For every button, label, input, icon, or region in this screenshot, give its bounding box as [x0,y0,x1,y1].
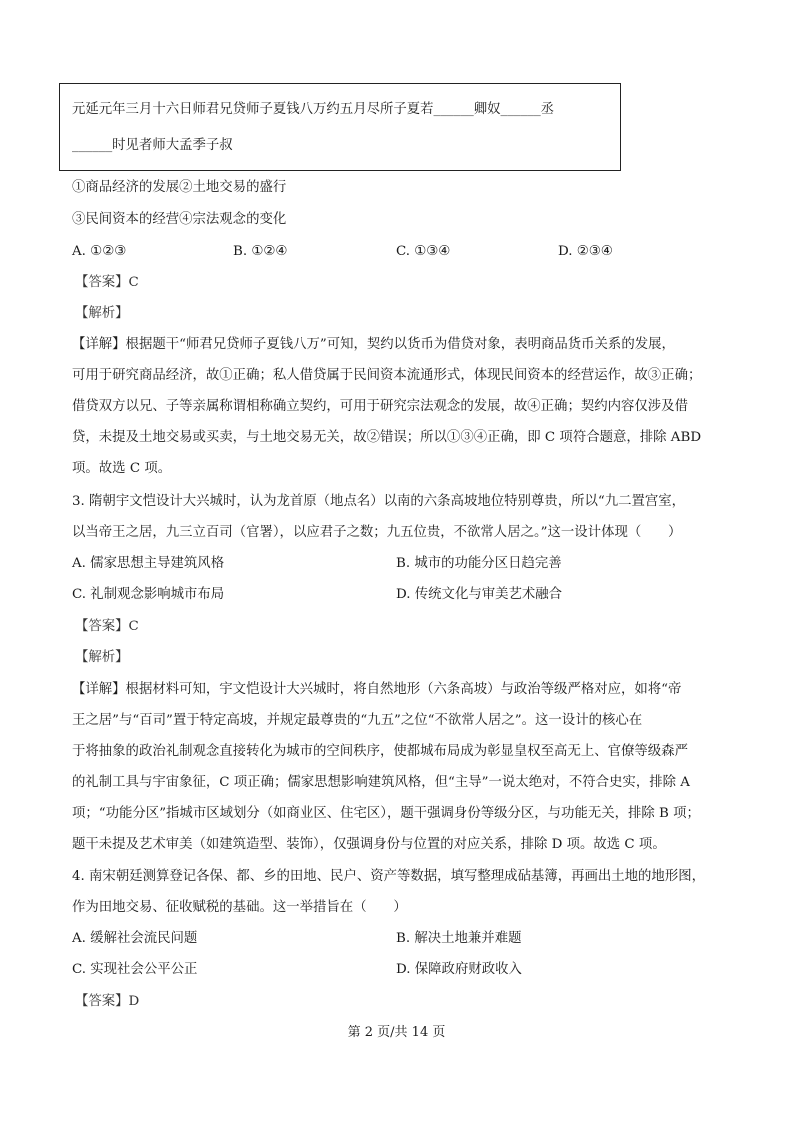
analysis-label: 【解析】 [75,650,129,665]
option-c: C. 礼制观念影响城市布局 [72,587,225,602]
material-line-1: 元延元年三月十六日师君兄贷师子夏钱八万约五月尽所子夏若______卿奴______丞 [72,102,555,117]
analysis-label: 【解析】 [75,306,129,321]
answer-label: 【答案】C [75,275,139,290]
option-a: A. 儒家思想主导建筑风格 [72,556,225,571]
question-stem: 以当帝王之居，九三立百司（官署），以应君子之数；九五位贵，不欲常人居之。”这一设计体现（ ） [72,525,682,540]
answer-label: 【答案】D [75,994,140,1009]
detail-line: 【详解】根据材料可知，宇文恺设计大兴城时，将自然地形（六条高坡）与政治等级严格对应，如将“帝 [72,682,682,697]
material-box [59,83,621,171]
answer-label: 【答案】C [75,619,139,634]
detail-line: 可用于研究商品经济，故①正确；私人借贷属于民间资本流通形式，体现民间资本的经营运作，故③正确； [72,368,702,383]
detail-line: 题干未提及艺术审美（如建筑造型、装饰），仅强调身份与位置的对应关系，排除 D 项。故选 C 项。 [72,837,666,852]
option-d: D. ②③④ [558,244,613,259]
option-b: B. ①②④ [233,244,288,259]
detail-line: 项。故选 C 项。 [72,461,172,476]
statement-line-2: ③民间资本的经营④宗法观念的变化 [72,212,287,227]
option-c: C. ①③④ [396,244,451,259]
detail-line: 【详解】根据题干“师君兄贷师子夏钱八万”可知，契约以货币为借贷对象，表明商品货币关系的发展， [72,337,675,352]
page-footer: 第 2 页/共 14 页 [347,1025,446,1040]
detail-line: 项；“功能分区”指城市区域划分（如商业区、住宅区），题干强调身份等级分区，与功能无关，排除 B 项； [72,806,700,821]
material-line-2: ______时见者师大孟季子叔 [72,138,233,153]
question-stem: 4. 南宋朝廷测算登记各保、都、乡的田地、民户、资产等数据，填写整理成砧基簿，再画出土地的地形图， [72,869,705,884]
detail-line: 的礼制工具与宇宙象征，C 项正确；儒家思想影响建筑风格，但“主导”一说太绝对，不符合史实，排除 A [72,775,690,790]
option-b: B. 城市的功能分区日趋完善 [396,556,562,571]
option-a: A. ①②③ [72,244,127,259]
option-d: D. 传统文化与审美艺术融合 [396,587,563,602]
statement-line-1: ①商品经济的发展②土地交易的盛行 [72,180,287,195]
option-b: B. 解决土地兼并难题 [396,931,522,946]
option-a: A. 缓解社会流民问题 [72,931,198,946]
detail-line: 王之居”与“百司”置于特定高坡，并规定最尊贵的“九五”之位“不欲常人居之”。这一设计的核心在 [72,713,643,728]
question-stem: 作为田地交易、征收赋税的基础。这一举措旨在（ ） [72,900,407,915]
detail-line: 于将抽象的政治礼制观念直接转化为城市的空间秩序，使都城布局成为彰显皇权至高无上、官僚等级森严 [72,744,688,759]
option-c: C. 实现社会公平公正 [72,962,198,977]
question-stem: 3. 隋朝宇文恺设计大兴城时，认为龙首原（地点名）以南的六条高坡地位特别尊贵，所以“九二置宫室， [72,494,686,509]
detail-line: 贷，未提及土地交易或买卖，与土地交易无关，故②错误；所以①③④正确，即 C 项符合题意，排除 ABD [72,430,702,445]
option-d: D. 保障政府财政收入 [396,962,522,977]
detail-line: 借贷双方以兄、子等亲属称谓相称确立契约，可用于研究宗法观念的发展，故④正确；契约内容仅涉及借 [72,399,688,414]
